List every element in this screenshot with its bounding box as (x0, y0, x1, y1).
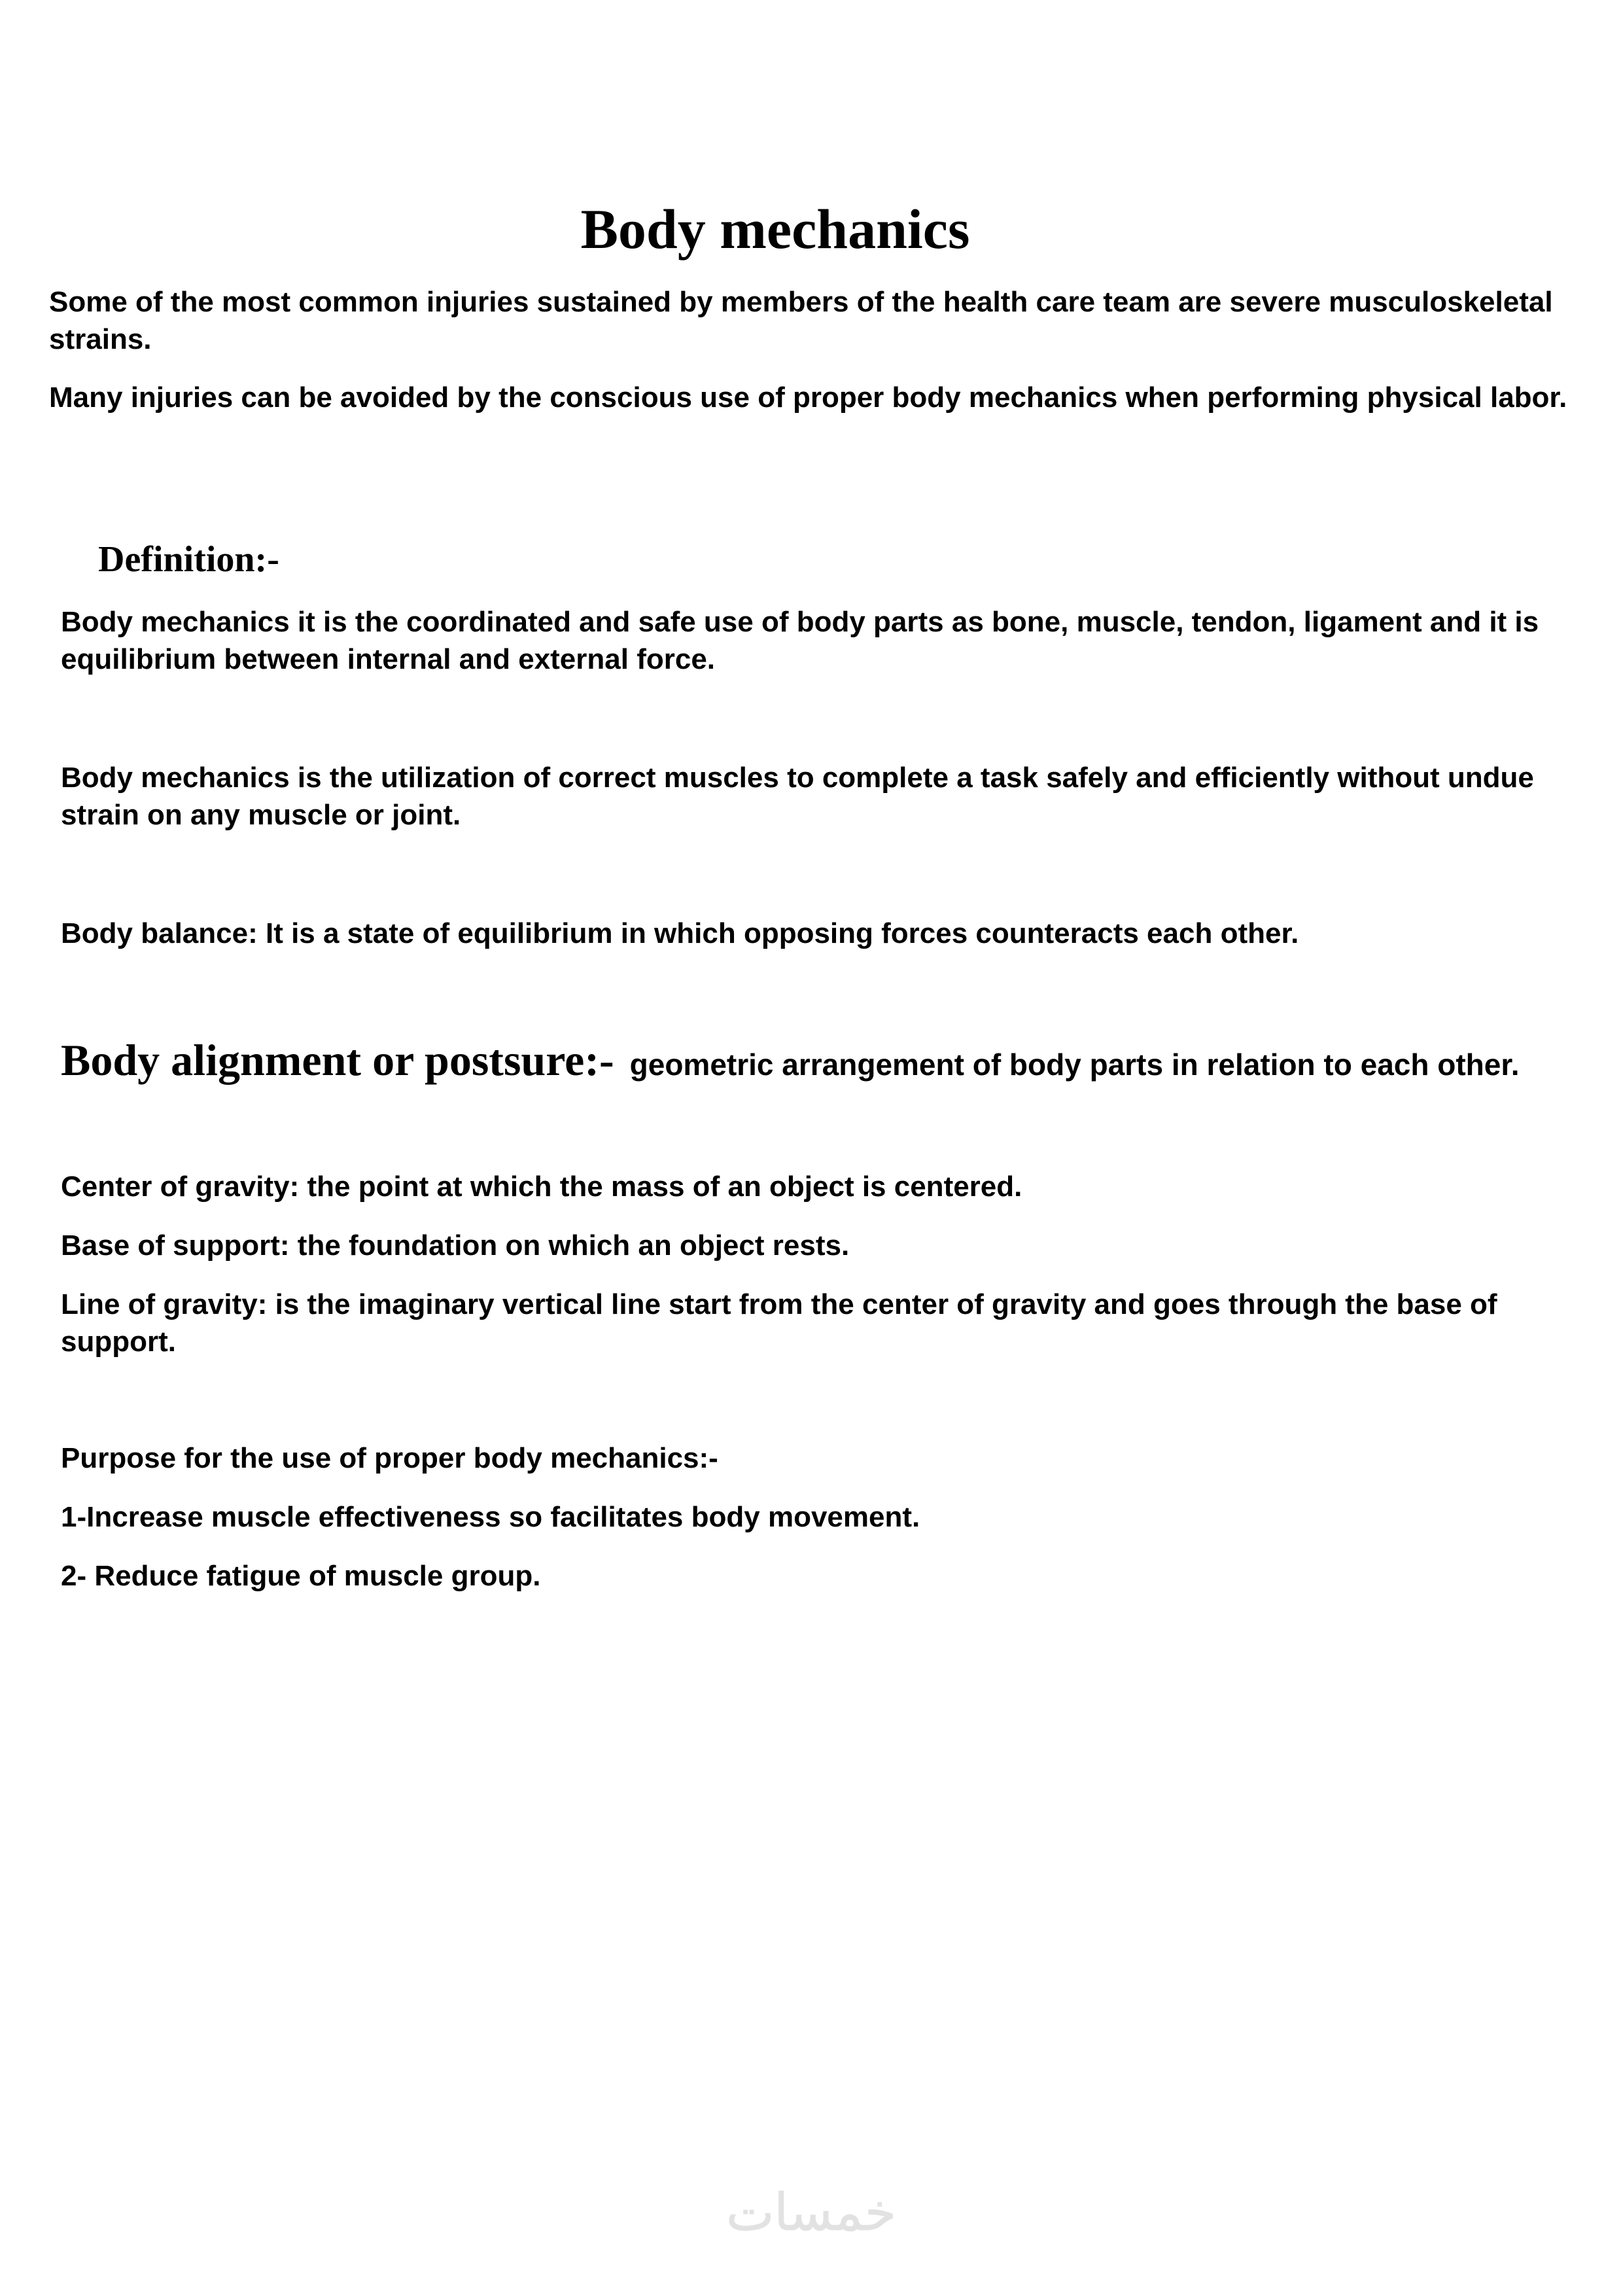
line-of-gravity-paragraph: Line of gravity: is the imaginary vertical line start from the center of gravity and goes through the base of support. (61, 1288, 1497, 1358)
body-alignment-heading: Body alignment or postsure:- (61, 1035, 614, 1085)
intro-paragraph: Some of the most common injuries sustained by members of the health care team are severe musculoskeletal strains. (49, 286, 1553, 355)
page-title: Body mechanics (580, 198, 970, 260)
definition-paragraph: Body mechanics it is the coordinated and safe use of body parts as bone, muscle, tendon, ligament and it is equilibrium between internal and external force. (61, 606, 1539, 675)
definition-heading: Definition:- (98, 539, 279, 580)
khamsat-watermark-logo (707, 2179, 916, 2244)
purpose-list (61, 1498, 1611, 1616)
body-alignment-row (61, 1031, 1618, 1094)
intro-paragraph: Many injuries can be avoided by the conscious use of proper body mechanics when performing physical labor. (49, 381, 1567, 414)
purpose-item: 2- Reduce fatigue of muscle group. (61, 1560, 541, 1592)
purpose-heading: Purpose for the use of proper body mechanics:- (61, 1442, 718, 1474)
watermark-text: خمسات (725, 2183, 897, 2242)
definition-paragraph: Body mechanics is the utilization of correct muscles to complete a task safely and efficiently without undue strain on any muscle or joint. (61, 762, 1534, 831)
body-balance-paragraph: Body balance: It is a state of equilibrium in which opposing forces counteracts each other. (61, 917, 1299, 949)
body-alignment-text: geometric arrangement of body parts in relation to each other. (629, 1048, 1520, 1082)
center-of-gravity-paragraph: Center of gravity: the point at which the mass of an object is centered. (61, 1171, 1022, 1203)
base-of-support-paragraph: Base of support: the foundation on which an object rests. (61, 1229, 850, 1262)
purpose-item: 1-Increase muscle effectiveness so facilitates body movement. (61, 1501, 920, 1533)
